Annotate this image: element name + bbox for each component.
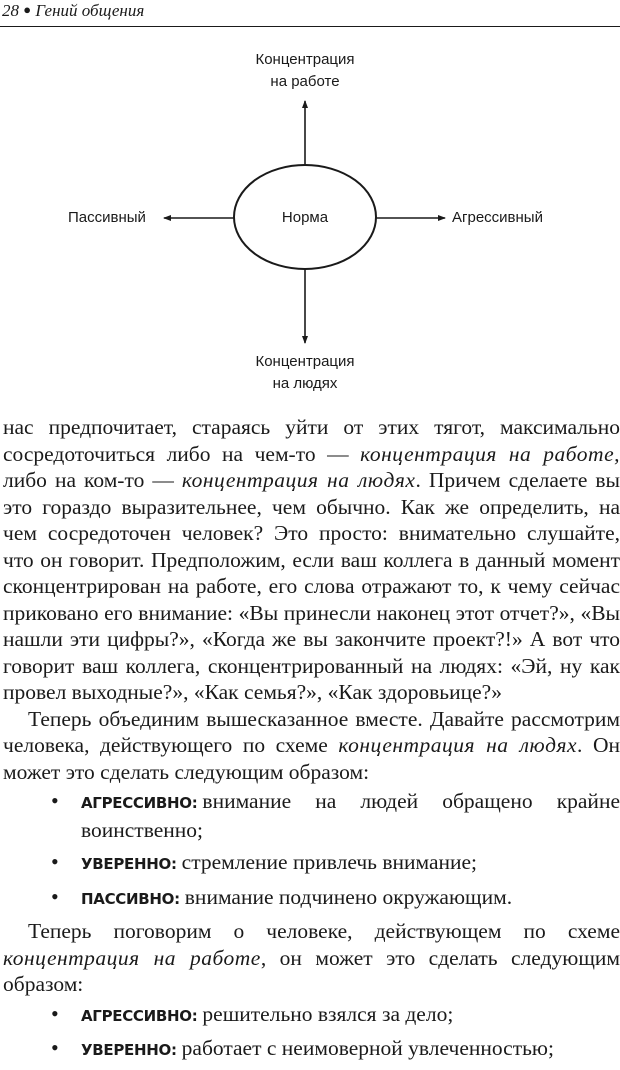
- work-focus-list: [3, 1001, 620, 1064]
- label-people-focus-line1: Концентрация: [255, 353, 355, 370]
- page-number: 28: [2, 1, 19, 20]
- label-work-focus-line2: на работе: [270, 73, 340, 90]
- label-work-focus-line1: Концентрация: [255, 51, 355, 68]
- label-passive: Пассивный: [68, 209, 146, 226]
- list-item: • АГРЕССИВНО: решительно взялся за дело;: [3, 1001, 620, 1030]
- body-text: [3, 414, 620, 1070]
- behavior-diagram: [0, 30, 620, 410]
- paragraph-1: нас предпочитает, стараясь уйти от этих тягот, максимально сосредоточиться либо на чем-то — концентрация на работе, либо на ком-то — концентрация на людях. Причем сделаете вы это гораздо выразительнее, чем обычно. Как же определить, на чем сосредоточен человек? Это просто: внимательно слушайте, что он говорит. Предположим, если ваш коллега в данный момент сконцентрирован на работе, его слова отражают то, к чему сейчас приковано его внимание: «Вы принесли наконец этот отчет?», «Вы нашли эти цифры?», «Когда же вы закончите проект?!» А вот что говорит ваш коллега, сконцентрированный на людях: «Эй, ну как провел выходные?», «Как семья?», «Как здоровьице?»: [3, 415, 620, 704]
- paragraph-3: Теперь поговорим о человеке, действующем по схеме концентрация на работе, он может это сделать следующим образом:: [3, 919, 620, 996]
- bullet-separator-icon: ●: [23, 2, 32, 17]
- list-item: • УВЕРЕННО: работает с неимоверной увлеченностью;: [3, 1035, 620, 1064]
- people-focus-list: [3, 788, 620, 912]
- label-people-focus-line2: на людях: [272, 375, 338, 392]
- list-item: • УВЕРЕННО: стремление привлечь внимание;: [3, 849, 620, 878]
- paragraph-2: Теперь объединим вышесказанное вместе. Давайте рассмотрим человека, действующего по схеме концентрация на людях. Он может это сделать следующим образом:: [3, 706, 620, 784]
- list-item: • ПАССИВНО: внимание подчинено окружающим.: [3, 884, 620, 913]
- book-title: Гений общения: [35, 1, 145, 20]
- label-work-focus: [235, 49, 375, 93]
- label-people-focus: [235, 351, 375, 395]
- list-item: • АГРЕССИВНО: внимание на людей обращено крайне воинственно;: [3, 788, 620, 843]
- label-aggressive: Агрессивный: [452, 209, 543, 226]
- running-header: [0, 0, 620, 27]
- label-norm: Норма: [281, 209, 329, 226]
